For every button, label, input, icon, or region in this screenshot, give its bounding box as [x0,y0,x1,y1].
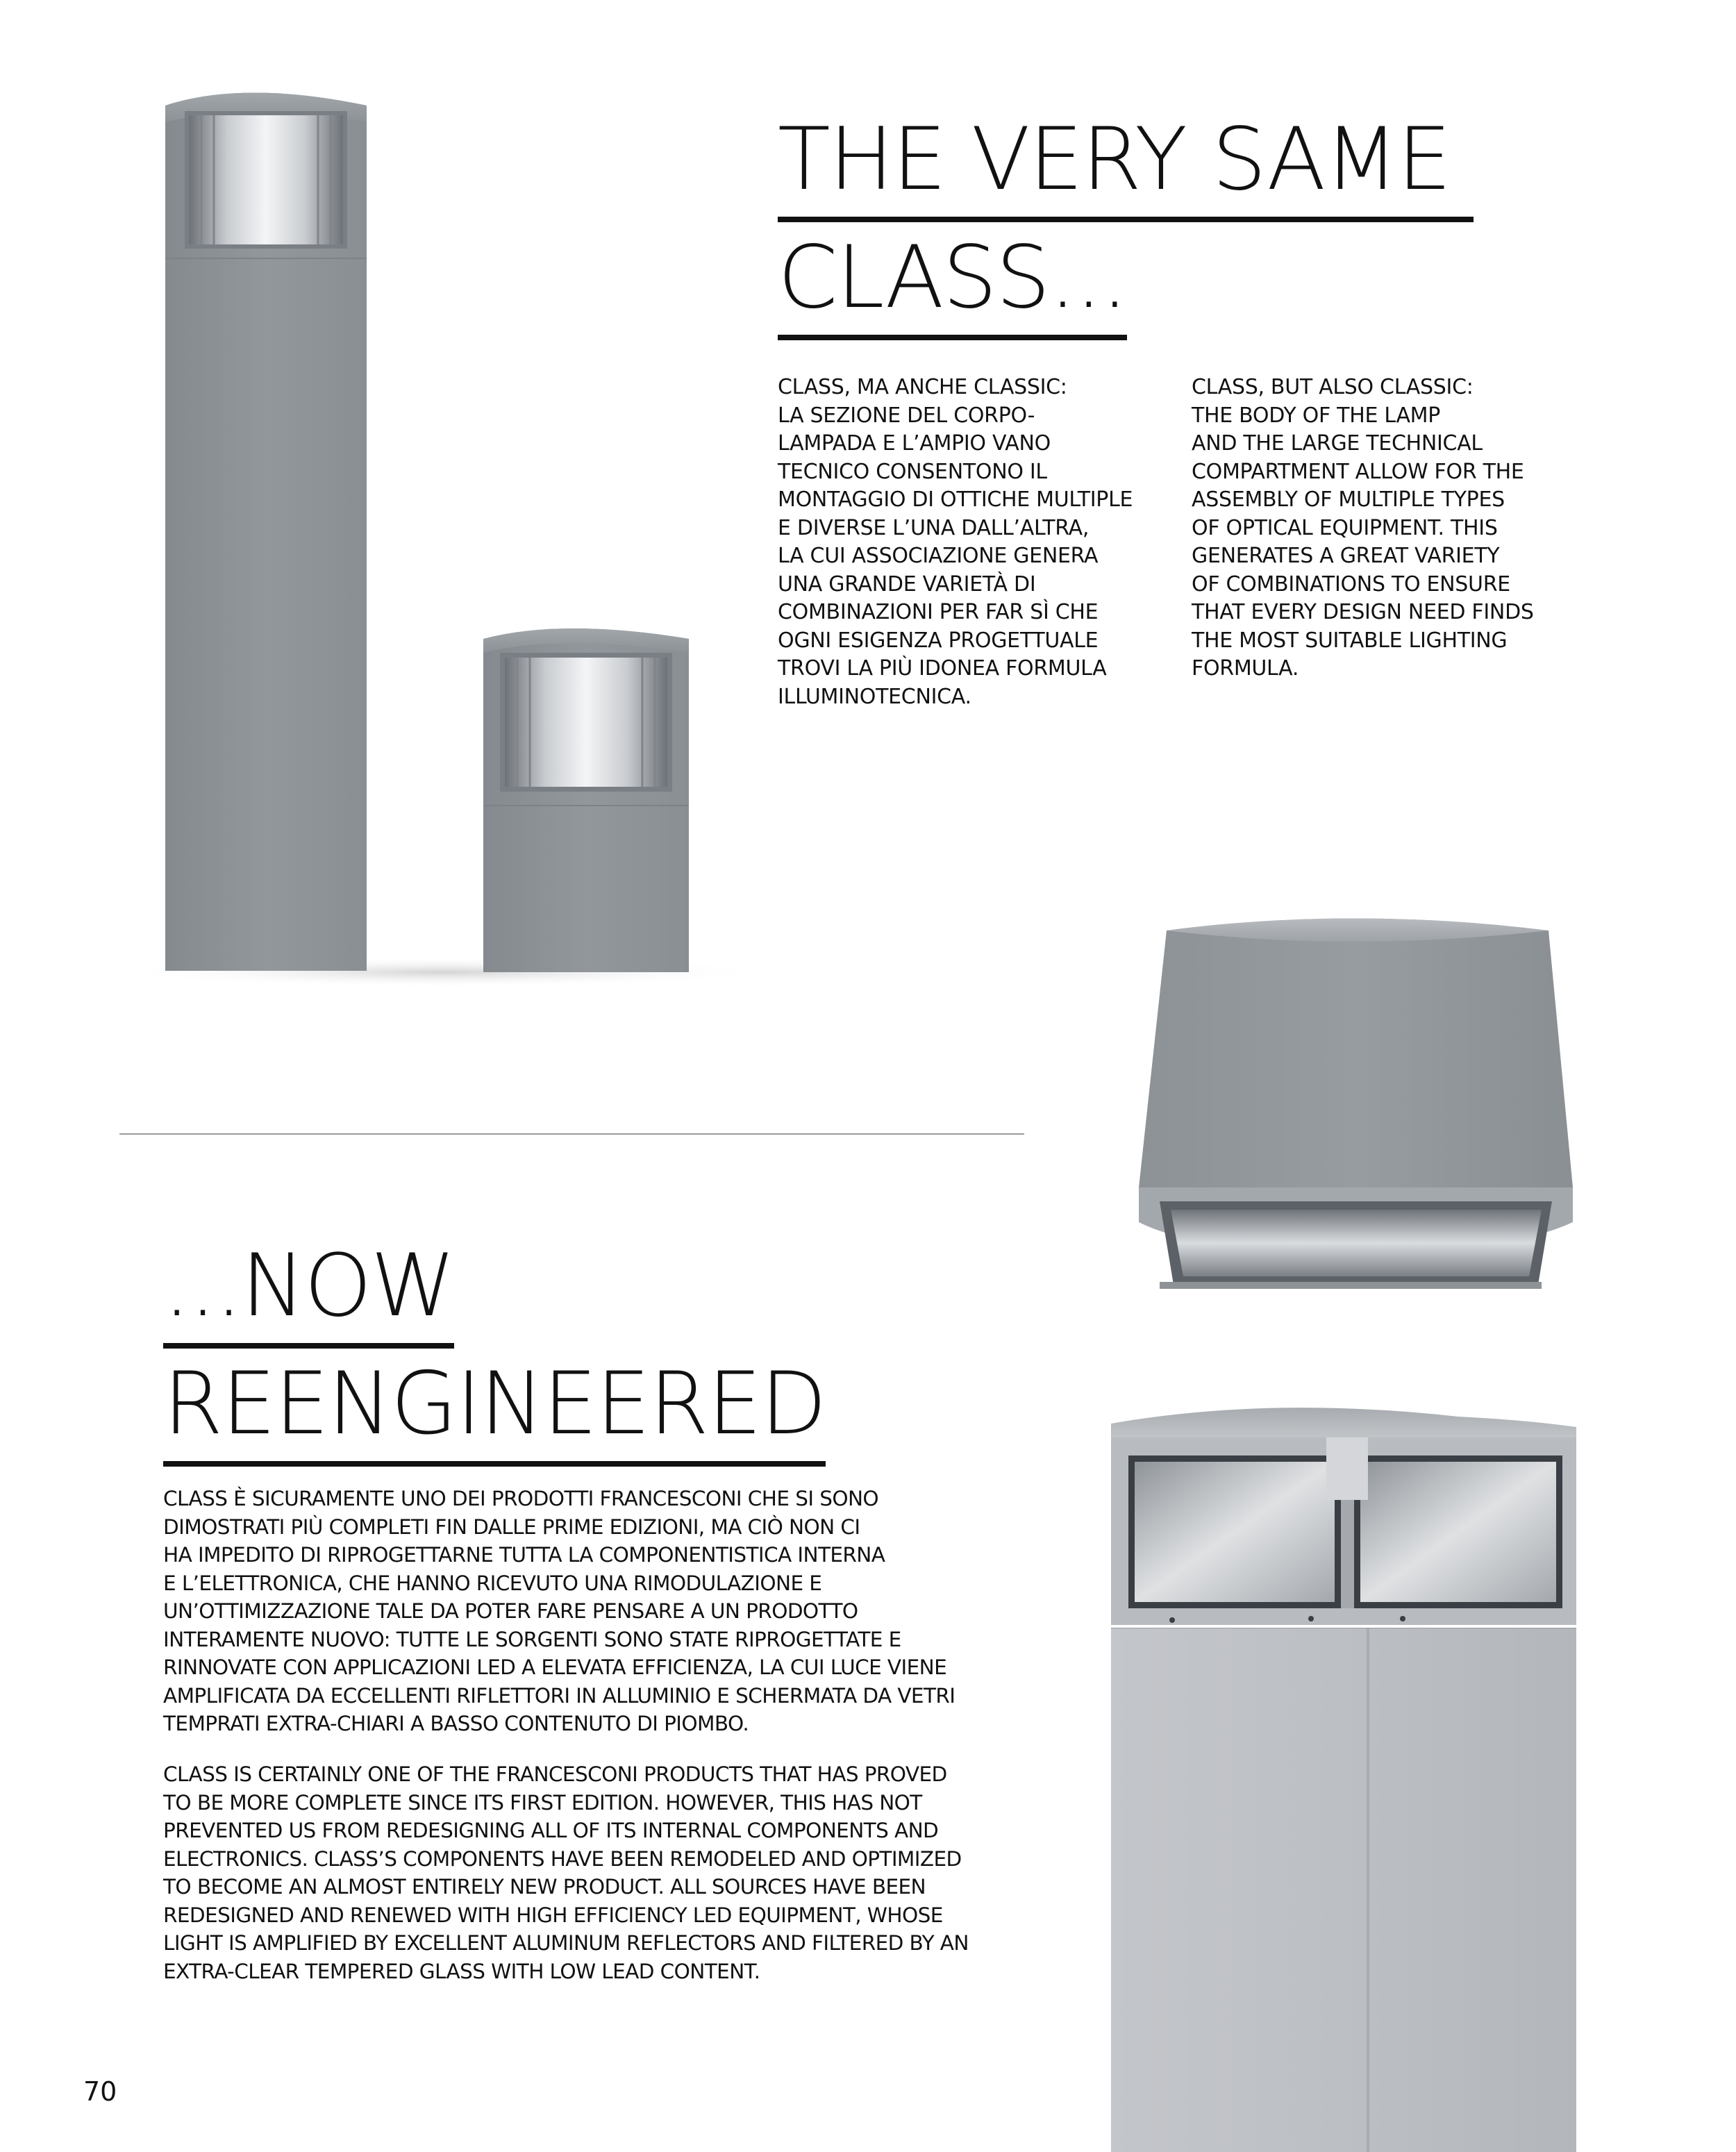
headline-line-2: REENGINEERED [163,1349,826,1467]
headline-now-reengineered [163,1231,858,1467]
headline-line-2: CLASS... [778,222,1127,340]
wall-lamp-image [1111,896,1590,1312]
tall-bollard-shape [165,93,367,971]
english-column-text: CLASS, BUT ALSO CLASSIC: THE BODY OF THE LAMP AND THE LARGE TECHNICAL COMPARTMENT ALLOW FOR THE ASSEMBLY OF MULTIPLE TYPES OF OPTICAL EQUIPMENT. THIS GENERATES A GREAT VARIETY OF COMBINATIONS TO ENSURE THAT EVERY DESIGN NEED FINDS THE MOST SUITABLE LIGHTING FORMULA. [1192,375,1534,681]
headline-line-1: ...NOW [163,1231,454,1349]
headline-very-same-class [778,104,1542,340]
italian-column-text: CLASS, MA ANCHE CLASSIC: LA SEZIONE DEL CORPO- LAMPADA E L’AMPIO VANO TECNICO CONSENTONO IL MONTAGGIO DI OTTICHE MULTIPLE E DIVERSE L’UNA DALL’ALTRA, LA CUI ASSOCIAZIONE GENERA UNA GRANDE VARIETÀ DI COMBINAZIONI PER FAR SÌ CHE OGNI ESIGENZA PROGETTUALE TROVI LA PIÙ IDONEA FORMULA ILLUMINOTECNICA. [778,375,1133,709]
page-number: 70 [83,2076,117,2107]
italian-paragraph: CLASS È SICURAMENTE UNO DEI PRODOTTI FRANCESCONI CHE SI SONO DIMOSTRATI PIÙ COMPLETI FIN DALLE PRIME EDIZIONI, MA CIÒ NON CI HA IMPEDITO DI RIPROGETTARNE TUTTA LA COMPONENTISTICA INTERNA E L’ELETTRONICA, CHE HANNO RICEVUTO UNA RIMODULAZIONE E UN’OTTIMIZZAZIONE TALE DA POTER FARE PENSARE A UN PRODOTTO INTERAMENTE NUOVO: TUTTE LE SORGENTI SONO STATE RIPROGETTATE E RINNOVATE CON APPLICAZIONI LED A ELEVATA EFFICIENZA, LA CUI LUCE VIENE AMPLIFICATA DA ECCELLENTI RIFLETTORI IN ALLUMINIO E SCHERMATA DA VETRI TEMPRATI EXTRA-CHIARI A BASSO CONTENUTO DI PIOMBO. [163,1487,955,1735]
bollard-head-image [1097,1389,1583,2152]
english-paragraph: CLASS IS CERTAINLY ONE OF THE FRANCESCONI PRODUCTS THAT HAS PROVED TO BE MORE COMPLETE SINCE ITS FIRST EDITION. HOWEVER, THIS HAS NOT PREVENTED US FROM REDESIGNING ALL OF ITS INTERNAL COMPONENTS AND ELECTRONICS. CLASS’S COMPONENTS HAVE BEEN REMODELED AND OPTIMIZED TO BECOME AN ALMOST ENTIRELY NEW PRODUCT. ALL SOURCES HAVE BEEN REDESIGNED AND RENEWED WITH HIGH EFFICIENCY LED EQUIPMENT, WHOSE LIGHT IS AMPLIFIED BY EXCELLENT ALUMINUM REFLECTORS AND FILTERED BY AN EXTRA-CLEAR TEMPERED GLASS WITH LOW LEAD CONTENT. [163,1762,969,1983]
headline-line-1: THE VERY SAME [778,104,1474,222]
section-divider [119,1133,1024,1135]
short-bollard-shape [483,628,689,972]
bollard-pair-image [139,69,764,1014]
